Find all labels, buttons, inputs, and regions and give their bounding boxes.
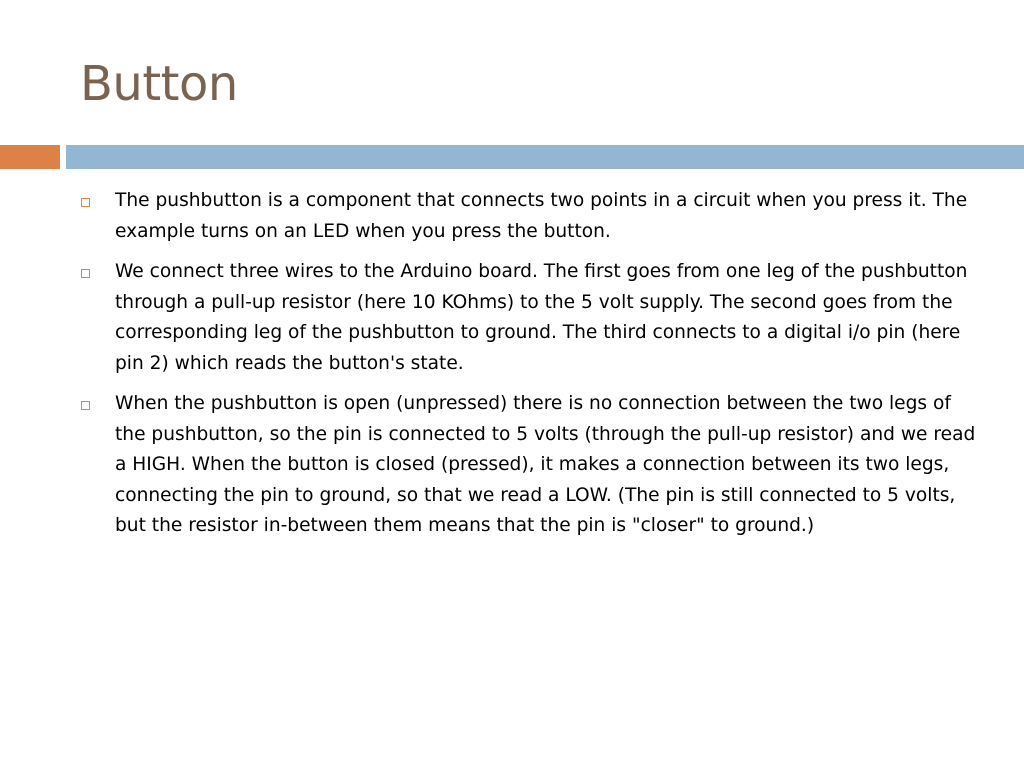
hollow-square-bullet-icon [81, 269, 90, 278]
bullet-text: The pushbutton is a component that connects two points in a circuit when you press it. The example turns on an LED when you press the button. [115, 190, 968, 242]
bullet-text: When the pushbutton is open (unpressed) there is no connection between the two legs of the pushbutton, so the pin is connected to 5 volts (through the pull-up resistor) and we read a HIGH. When the button is closed (pressed), it makes a connection between its two legs, connecting the pin to ground, so that we read a LOW. (The pin is still connected to 5 volts, but the resistor in-between them means that the pin is "closer" to ground.) [115, 393, 976, 536]
hollow-square-bullet-icon [81, 198, 90, 207]
slide-title: Button [80, 56, 238, 112]
bullet-list [80, 186, 980, 552]
title-rule-accent [0, 145, 60, 169]
title-rule-bar [66, 145, 1024, 169]
bullet-text: We connect three wires to the Arduino board. The first goes from one leg of the pushbutton through a pull-up resistor (here 10 KOhms) to the 5 volt supply. The second goes from the corresponding leg of the pushbutton to ground. The third connects to a digital i/o pin (here pin 2) which reads the button's state. [115, 261, 968, 374]
bullet-item [80, 257, 980, 379]
bullet-item [80, 186, 980, 247]
hollow-square-bullet-icon [81, 401, 90, 410]
bullet-item [80, 389, 980, 542]
